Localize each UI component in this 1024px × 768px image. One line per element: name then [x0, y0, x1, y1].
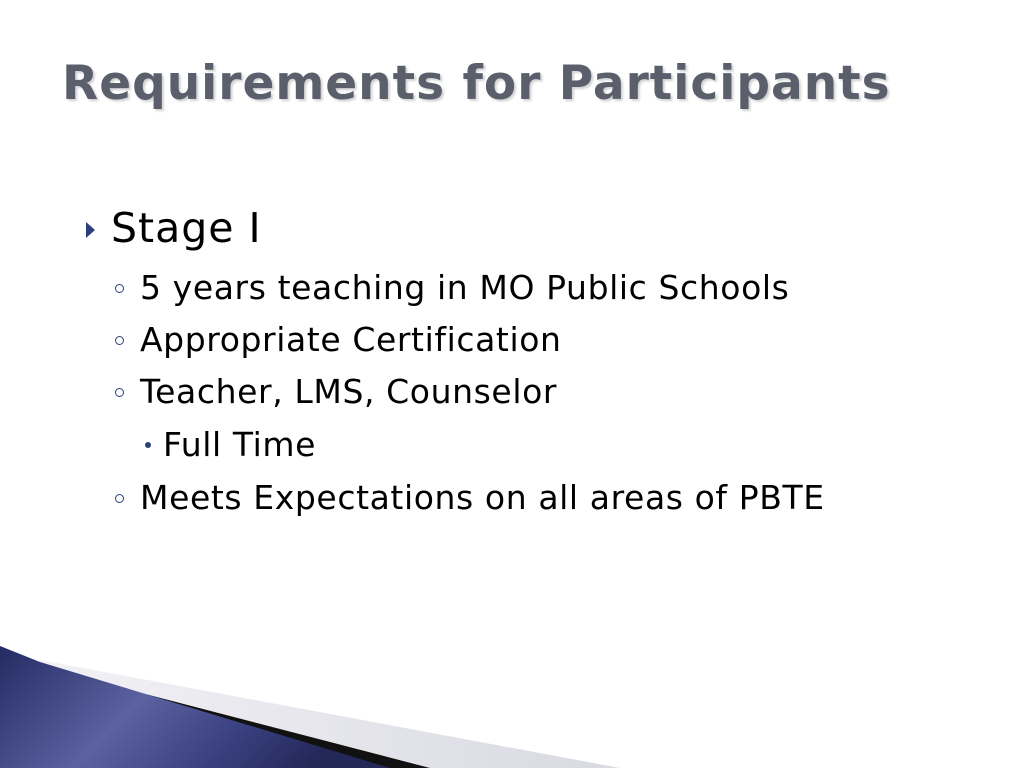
ring-bullet-icon — [115, 336, 124, 345]
sub-bullet-item — [115, 264, 789, 310]
triangle-bullet-icon — [86, 222, 95, 238]
corner-swoosh-decoration — [0, 630, 620, 768]
ring-bullet-icon — [115, 284, 124, 293]
slide-title: Requirements for Participants — [62, 56, 891, 111]
sub-bullet-text: Appropriate Certification — [140, 319, 562, 359]
ring-bullet-icon — [115, 388, 124, 397]
bullet-text: Stage I — [111, 204, 262, 252]
sub-sub-bullet-item — [145, 421, 316, 467]
ring-bullet-icon — [115, 494, 124, 503]
sub-bullet-text: Teacher, LMS, Counselor — [140, 371, 558, 411]
sub-bullet-item — [115, 368, 557, 414]
sub-bullet-text: Meets Expectations on all areas of PBTE — [140, 477, 825, 517]
sub-bullet-item — [115, 316, 562, 362]
sub-sub-bullet-text: Full Time — [163, 424, 317, 464]
sub-bullet-item — [115, 474, 825, 520]
sub-bullet-text: 5 years teaching in MO Public Schools — [140, 267, 790, 307]
dot-bullet-icon — [145, 442, 151, 448]
bullet-item-stage — [86, 200, 262, 256]
